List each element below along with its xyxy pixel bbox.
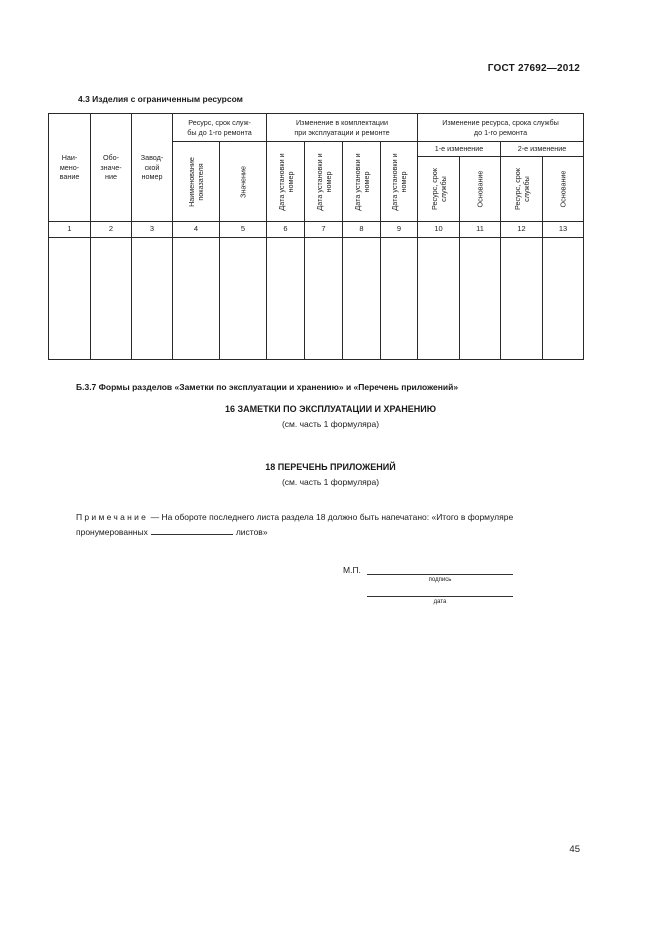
- col-name-header: Наи- мено- вание: [49, 114, 91, 222]
- note-line2-start: пронумерованных: [76, 527, 148, 537]
- section-b37-title: Б.3.7 Формы разделов «Заметки по эксплуатации и хранению» и «Перечень приложений»: [76, 382, 459, 392]
- install-date-header-2: Дата установки и номер: [305, 142, 343, 222]
- stamp-place-label: М.П.: [343, 565, 361, 575]
- column-number: 12: [501, 222, 543, 238]
- table-cell: [49, 238, 91, 360]
- install-date-header-1: Дата установки и номер: [267, 142, 305, 222]
- table-cell: [381, 238, 418, 360]
- group-resource-header: Ресурс, срок служ- бы до 1-го ремонта: [173, 114, 267, 142]
- table-cell: [132, 238, 173, 360]
- value-header: Значение: [220, 142, 267, 222]
- group-completeness-header: Изменение в комплектации при эксплуатации и ремонте: [267, 114, 418, 142]
- column-number: 1: [49, 222, 91, 238]
- column-number: 6: [267, 222, 305, 238]
- page-number: 45: [569, 844, 580, 855]
- table-cell: [305, 238, 343, 360]
- sheet-count-blank: [151, 526, 233, 535]
- signature-caption: подпись: [428, 577, 452, 583]
- column-number: 2: [91, 222, 132, 238]
- section-16-heading: 16 ЗАМЕТКИ ПО ЭКСПЛУАТАЦИИ И ХРАНЕНИЮ: [225, 404, 436, 414]
- column-number: 13: [543, 222, 584, 238]
- section-18-heading: 18 ПЕРЕЧЕНЬ ПРИЛОЖЕНИЙ: [265, 462, 396, 472]
- note-line2-end: листов»: [235, 527, 268, 537]
- table-cell: [501, 238, 543, 360]
- column-number: 7: [305, 222, 343, 238]
- note-line-2: [76, 526, 268, 537]
- section-4-3-title: 4.3 Изделия с ограниченным ресурсом: [78, 94, 243, 104]
- section-18-subtitle: (см. часть 1 формуляра): [281, 477, 380, 487]
- group-change-header: Изменение ресурса, срока службы до 1-го ремонта: [418, 114, 584, 142]
- table-body-row: [49, 238, 584, 360]
- date-caption: дата: [433, 599, 447, 605]
- date-line: [367, 596, 513, 597]
- column-numbers-row: [49, 222, 584, 238]
- column-number: 5: [220, 222, 267, 238]
- column-number: 8: [343, 222, 381, 238]
- standard-number: ГОСТ 27692—2012: [487, 63, 580, 74]
- column-number: 4: [173, 222, 220, 238]
- column-number: 9: [381, 222, 418, 238]
- table-cell: [220, 238, 267, 360]
- note-line-1: [76, 512, 513, 522]
- col-serial-header: Завод- ской номер: [132, 114, 173, 222]
- change-1-header: 1-е изменение: [418, 142, 501, 157]
- limited-resource-table: [48, 113, 584, 360]
- basis-header-1: Основание: [460, 157, 501, 222]
- install-date-header-4: Дата установки и номер: [381, 142, 418, 222]
- col-designation-header: Обо- значе- ние: [91, 114, 132, 222]
- table-cell: [267, 238, 305, 360]
- table-cell: [173, 238, 220, 360]
- note-text: — На обороте последнего листа раздела 18 должно быть напечатано: «Итого в формуляре: [148, 512, 514, 522]
- table-cell: [91, 238, 132, 360]
- column-number: 11: [460, 222, 501, 238]
- signature-line: [367, 574, 513, 575]
- table-cell: [543, 238, 584, 360]
- note-label: Примечание: [76, 512, 149, 522]
- column-number: 10: [418, 222, 460, 238]
- table-cell: [343, 238, 381, 360]
- resource-header-1: Ресурс, срок службы: [418, 157, 460, 222]
- indicator-name-header: Наименование показателя: [173, 142, 220, 222]
- install-date-header-3: Дата установки и номер: [343, 142, 381, 222]
- change-2-header: 2-е изменение: [501, 142, 584, 157]
- resource-header-2: Ресурс, срок службы: [501, 157, 543, 222]
- basis-header-2: Основание: [543, 157, 584, 222]
- column-number: 3: [132, 222, 173, 238]
- section-16-subtitle: (см. часть 1 формуляра): [281, 419, 380, 429]
- table-cell: [418, 238, 460, 360]
- table-cell: [460, 238, 501, 360]
